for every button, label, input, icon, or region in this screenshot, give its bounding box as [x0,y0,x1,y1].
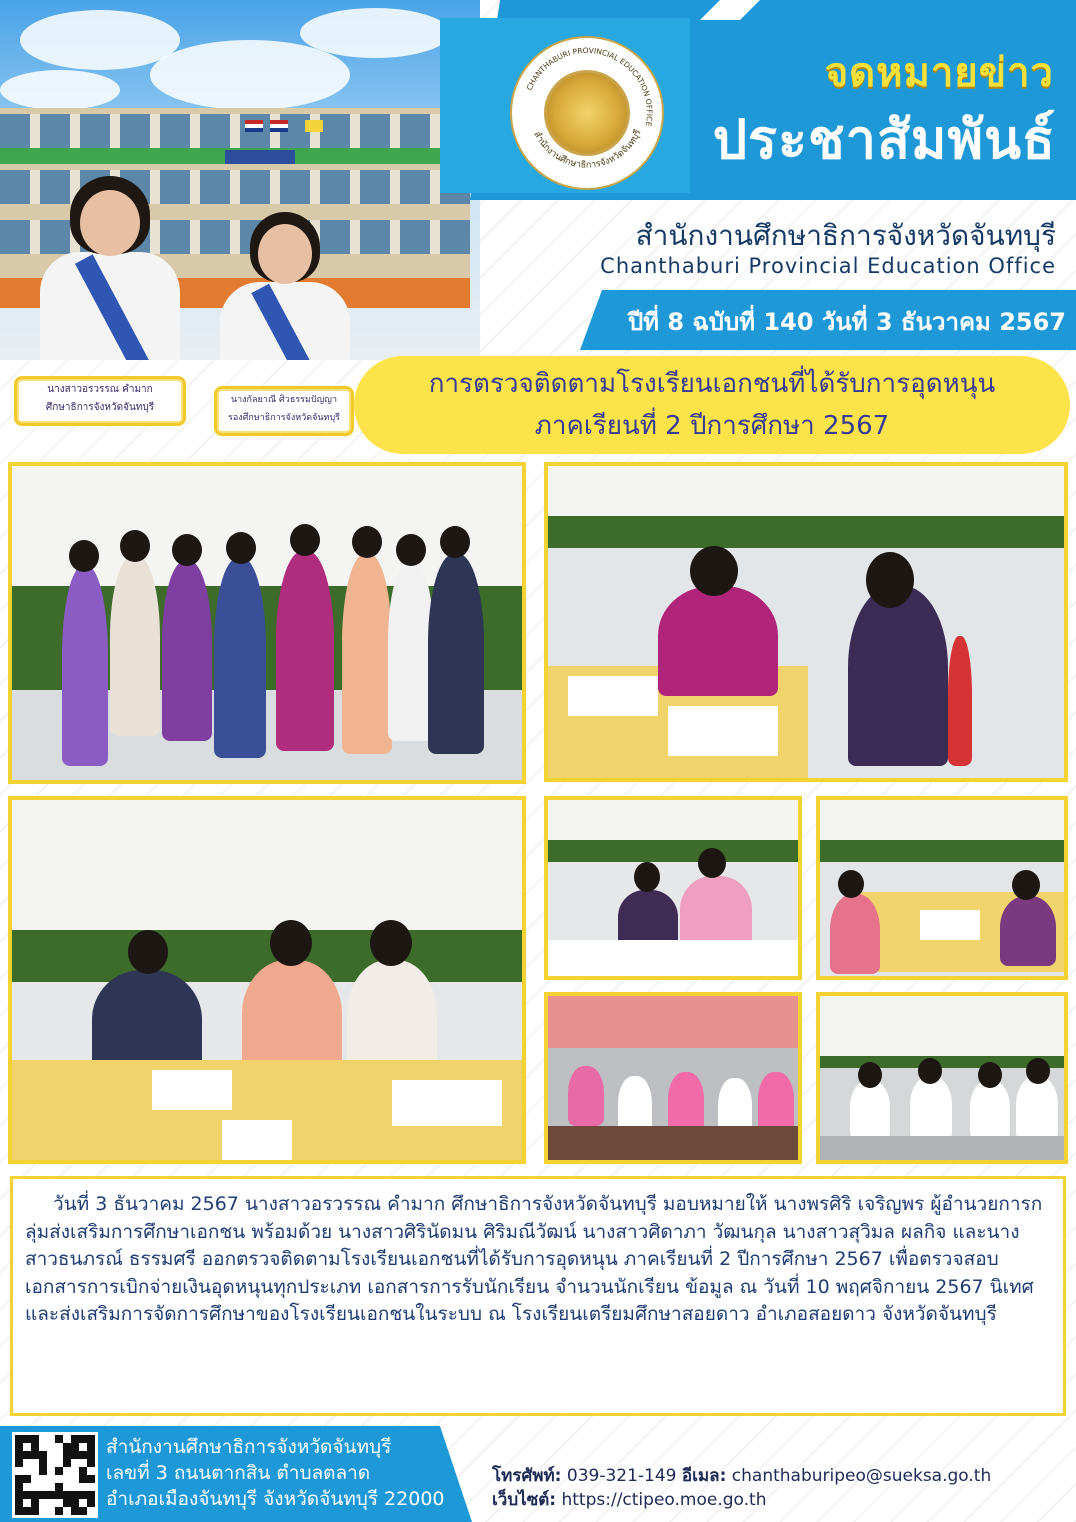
topic-line-2: ภาคเรียนที่ 2 ปีการศึกษา 2567 [534,411,890,441]
official-portrait-2 [220,208,350,360]
qr-cell [15,1507,23,1515]
qr-cell [55,1491,63,1499]
qr-cell [23,1483,31,1491]
qr-cell [71,1451,79,1459]
qr-cell [39,1459,47,1467]
meeting-room-photo [816,796,1068,980]
qr-cell [39,1499,47,1507]
qr-cell [71,1459,79,1467]
qr-cell [23,1451,31,1459]
qr-cell [47,1499,55,1507]
qr-cell [47,1443,55,1451]
three-staff-photo [8,796,526,1164]
qr-cell [23,1491,31,1499]
qr-cell [71,1499,79,1507]
qr-cell [55,1435,63,1443]
official-1-name: นางสาวอรวรรณ คำมาก [47,384,153,395]
qr-cell [47,1467,55,1475]
qr-cell [55,1467,63,1475]
qr-cell [71,1483,79,1491]
qr-cell [63,1483,71,1491]
story-body: วันที่ 3 ธันวาคม 2567 นางสาวอรวรรณ คำมาก ศึกษาธิการจังหวัดจันทบุรี มอบหมายให้ นางพรศิริ เจริญพร ผู้อำนวยการกลุ่มส่งเสริมการศึกษาเอกชน พร้อมด้วย นางสาวศิรินัดมน ศิริมณีวัฒน์ นางสาวศิดาภา วัฒนกุล นางสาวสุวิมล ผลกิจ และนางสาวธนภรณ์ ธรรมศรี ออกตรวจติดตามโรงเรียนเอกชนที่ได้รับการอุดหนุน ภาคเรียนที่ 2 ปีการศึกษา 2567 เพื่อตรวจสอบเอกสารการเบิกจ่ายเงินอุดหนุนทุกประเภท เอกสารการรับนักเรียน จำนวนนักเรียน ข้อมูล ณ วันที่ 10 พฤศจิกายน 2567 นิเทศ และส่งเสริมการจัดการศึกษาของโรงเรียนเอกชนในระบบ ณ โรงเรียนเตรียมศึกษาสอยดาว อำเภอสอยดาว จังหวัดจันทบุรี [10,1176,1066,1416]
footer-address [106,1434,445,1512]
qr-cell [15,1483,23,1491]
qr-cell [23,1435,31,1443]
qr-cell [47,1491,55,1499]
footer-address-line-1: สำนักงานศึกษาธิการจังหวัดจันทบุรี [106,1436,392,1458]
qr-cell [15,1475,23,1483]
qr-cell [63,1459,71,1467]
email-label: อีเมล: [681,1466,727,1486]
qr-cell [15,1443,23,1451]
qr-cell [79,1499,87,1507]
qr-cell [79,1467,87,1475]
two-staff-photo [544,796,802,980]
qr-cell [39,1475,47,1483]
qr-cell [31,1475,39,1483]
newsletter-subtitle: ประชาสัมพันธ์ [712,108,1056,171]
phone-label: โทรศัพท์: [492,1466,562,1486]
qr-cell [47,1459,55,1467]
qr-cell [87,1451,95,1459]
qr-cell [31,1467,39,1475]
group-photo [8,462,526,784]
qr-cell [63,1467,71,1475]
qr-cell [23,1467,31,1475]
qr-cell [47,1451,55,1459]
topic-banner [354,356,1070,454]
official-2-namebox [214,386,354,436]
qr-cell [87,1475,95,1483]
phone-number[interactable]: 039-321-149 [566,1466,677,1486]
qr-cell [55,1483,63,1491]
qr-cell [31,1483,39,1491]
secondary-classroom-photo [816,992,1068,1164]
qr-cell [31,1443,39,1451]
qr-cell [79,1475,87,1483]
svg-text:สำนักงานศึกษาธิการจังหวัดจันทบ: สำนักงานศึกษาธิการจังหวัดจันทบุรี [531,128,644,171]
qr-cell [71,1443,79,1451]
email-link[interactable]: chanthaburipeo@sueksa.go.th [731,1466,992,1486]
qr-cell [23,1499,31,1507]
qr-cell [79,1443,87,1451]
qr-cell [55,1451,63,1459]
issue-info: ปีที่ 8 ฉบับที่ 140 วันที่ 3 ธันวาคม 2567 [627,308,1066,336]
qr-cell [79,1435,87,1443]
qr-cell [63,1451,71,1459]
qr-cell [87,1443,95,1451]
qr-cell [15,1451,23,1459]
qr-cell [15,1467,23,1475]
footer-address-line-2: เลขที่ 3 ถนนตากสิน ตำบลตลาด [106,1462,371,1484]
qr-cell [47,1475,55,1483]
svg-text:CHANTHABURI PROVINCIAL EDUCATI: CHANTHABURI PROVINCIAL EDUCATION OFFICE [524,45,655,128]
qr-cell [15,1499,23,1507]
official-portrait-1 [40,170,180,360]
qr-cell [23,1475,31,1483]
qr-cell [31,1507,39,1515]
qr-cell [31,1491,39,1499]
qr-cell [79,1459,87,1467]
qr-cell [63,1507,71,1515]
qr-cell [63,1443,71,1451]
qr-cell [47,1483,55,1491]
qr-cell [31,1435,39,1443]
qr-cell [79,1491,87,1499]
qr-cell [79,1507,87,1515]
qr-cell [71,1507,79,1515]
website-label: เว็บไซต์: [492,1490,557,1510]
qr-cell [55,1507,63,1515]
qr-cell [79,1483,87,1491]
qr-cell [55,1475,63,1483]
website-link[interactable]: https://ctipeo.moe.go.th [561,1490,767,1510]
qr-cell [39,1483,47,1491]
qr-cell [23,1443,31,1451]
qr-cell [47,1507,55,1515]
footer-address-line-3: อำเภอเมืองจันทบุรี จังหวัดจันทบุรี 22000 [106,1488,445,1510]
qr-cell [31,1499,39,1507]
qr-cell [87,1467,95,1475]
qr-cell [63,1491,71,1499]
qr-cell [31,1459,39,1467]
logo-emblem-icon [544,70,630,156]
qr-cell [47,1435,55,1443]
official-2-position: รองศึกษาธิการจังหวัดจันทบุรี [227,413,341,423]
qr-cell [55,1443,63,1451]
qr-code-icon[interactable] [12,1432,98,1518]
qr-cell [87,1507,95,1515]
qr-cell [63,1475,71,1483]
qr-cell [15,1491,23,1499]
document-review-photo [544,462,1068,782]
office-name-english: Chanthaburi Provincial Education Office [600,254,1056,278]
official-2-name: นางกัลยาณี ศิวธรรมปัญญา [230,395,338,405]
qr-cell [39,1435,47,1443]
qr-cell [63,1435,71,1443]
qr-cell [15,1459,23,1467]
qr-cell [87,1435,95,1443]
qr-cell [39,1451,47,1459]
qr-cell [71,1467,79,1475]
qr-cell [79,1451,87,1459]
qr-cell [15,1435,23,1443]
qr-cell [87,1459,95,1467]
qr-cell [39,1491,47,1499]
office-logo [510,36,664,190]
qr-cell [39,1467,47,1475]
qr-cell [39,1507,47,1515]
topic-line-1: การตรวจติดตามโรงเรียนเอกชนที่ได้รับการอุดหนุน [428,369,996,399]
primary-classroom-photo [544,992,802,1164]
qr-cell [23,1507,31,1515]
qr-cell [63,1499,71,1507]
qr-cell [23,1459,31,1467]
newsletter-title: จดหมายข่าว [824,50,1054,96]
qr-cell [39,1443,47,1451]
qr-cell [71,1491,79,1499]
qr-cell [55,1459,63,1467]
qr-cell [55,1499,63,1507]
qr-cell [87,1483,95,1491]
qr-cell [71,1435,79,1443]
official-1-position: ศึกษาธิการจังหวัดจันทบุรี [45,402,155,413]
qr-cell [87,1491,95,1499]
qr-cell [87,1499,95,1507]
office-name-thai: สำนักงานศึกษาธิการจังหวัดจันทบุรี [635,219,1056,252]
qr-cell [71,1475,79,1483]
official-1-namebox [14,376,186,426]
footer-contact [492,1464,991,1512]
header-hero-image [0,0,480,360]
qr-cell [31,1451,39,1459]
